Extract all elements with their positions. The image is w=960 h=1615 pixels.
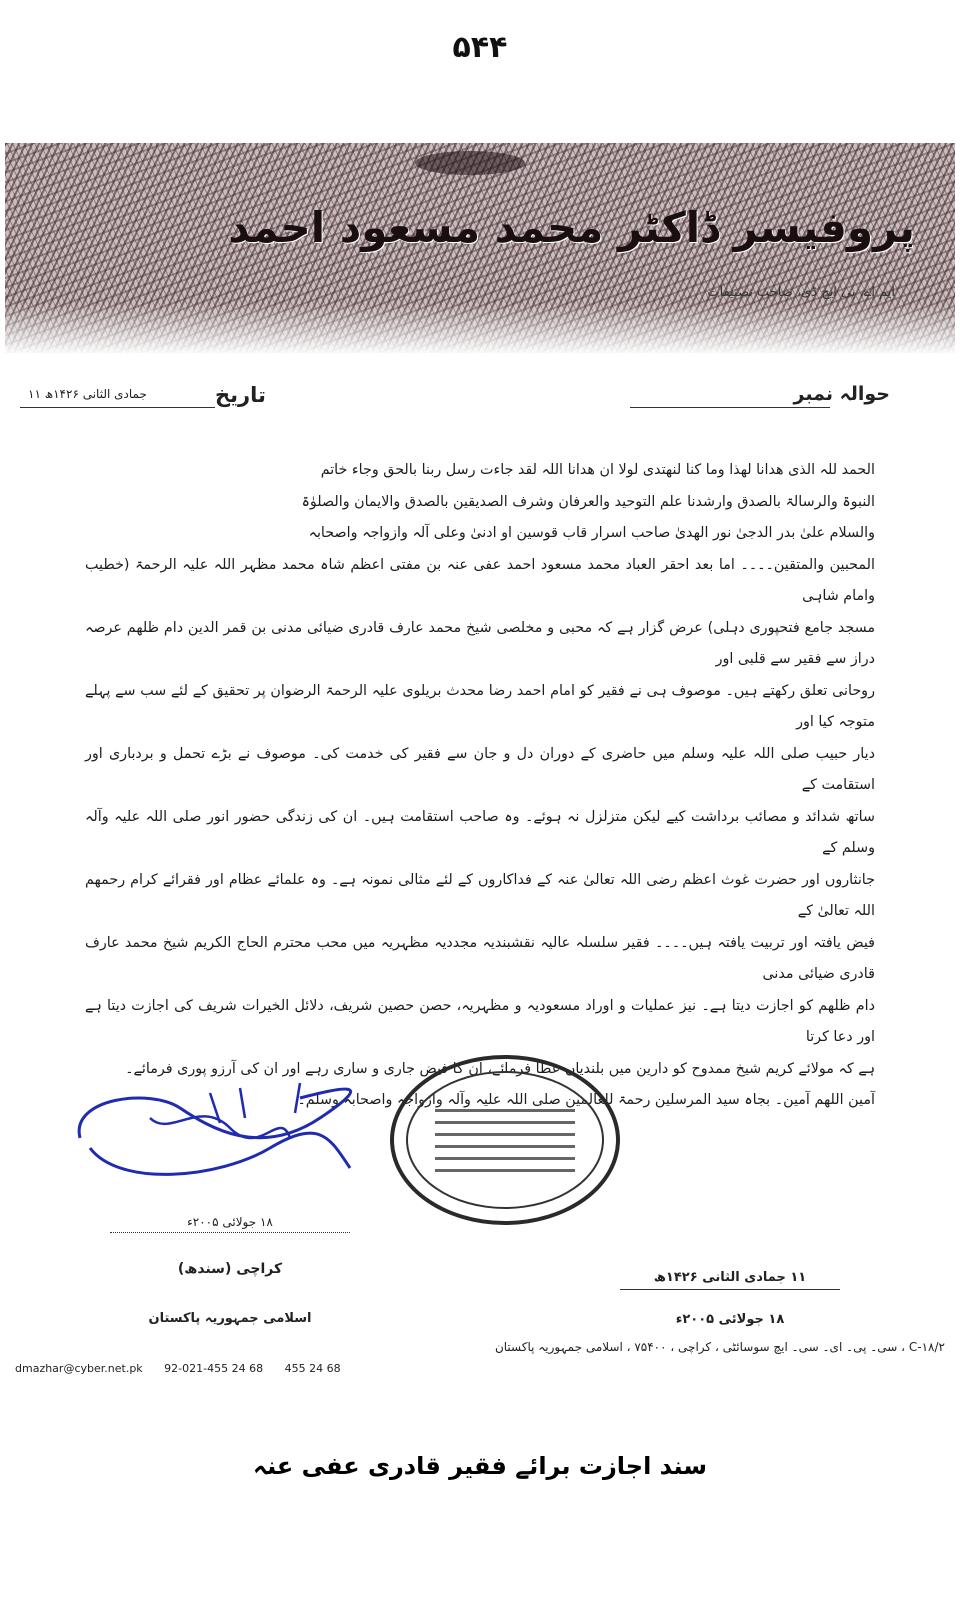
footer-email: dmazhar@cyber.net.pk — [15, 1362, 143, 1375]
body-line: ساتھ شدائد و مصائب برداشت کیے لیکن متزلزل نہ ہوئے۔ وہ صاحب استقامت ہیں۔ ان کی زندگی حضور انور صلی اللہ علیہ وآلہ وسلم کے — [85, 808, 875, 856]
date-value: ۱۱ جمادی الثانی ۱۴۲۶ھ — [28, 387, 147, 401]
body-line: آمین اللھم آمین۔ بجاہ سید المرسلین رحمۃ للعالمین صلی اللہ علیہ وآلہ وازواجہ واصحابہ وسلم۔ — [297, 1092, 875, 1108]
body-line: دیار حبیب صلی اللہ علیہ وسلم میں حاضری کے دوران دل و جان سے فقیر کی خدمت کی۔ موصوف نے بڑے تحمل و بردباری اور استقامت کے — [85, 745, 875, 793]
body-line: مسجد جامع فتحپوری دہلی) عرض گزار ہے کہ محبی و مخلصی شیخ محمد عارف قادری ضیائی مدنی بن قمر الدین دام ظلھم عرصہ دراز سے فقیر سے قلبی اور — [85, 619, 875, 667]
calligraphy-emblem-icon — [415, 151, 525, 175]
date-line — [20, 407, 215, 408]
body-line: النبوۃ والرسالۃ بالصدق وارشدنا علم التوحید والعرفان وشرف الصدیقین بالصدق والایمان والصلوٰۃ — [301, 493, 875, 510]
reference-row — [0, 383, 960, 423]
footer-fax: 455 24 68 — [284, 1362, 341, 1375]
letterhead-name: پروفیسر ڈاکٹر محمد مسعود احمد — [228, 203, 915, 252]
letter-body — [85, 455, 875, 1117]
official-seal — [390, 1055, 620, 1225]
footer-address: ۱۸/۲-C ، سی۔ پی۔ ای۔ سی۔ ایچ سوسائٹی ، کراچی ، ۷۵۴۰۰ ، اسلامی جمہوریہ پاکستان — [494, 1340, 945, 1354]
place-block — [110, 1215, 350, 1326]
handwritten-signature — [60, 1078, 360, 1198]
body-line: روحانی تعلق رکھتے ہیں۔ موصوف ہی نے فقیر کو امام احمد رضا محدث بریلوی علیہ الرحمۃ الرضوان پر تحقیق کے لئے سب سے پہلے متوجہ کیا اور — [85, 682, 875, 730]
document-caption: سند اجازت برائے فقیر قادری عفی عنہ — [253, 1452, 707, 1480]
place-country: اسلامی جمہوریہ پاکستان — [148, 1311, 312, 1326]
signing-date-block — [620, 1270, 840, 1327]
gregorian-date: ۱۸ جولائی ۲۰۰۵ء — [675, 1312, 785, 1327]
hijri-date: ۱۱ جمادی الثانی ۱۴۲۶ھ — [620, 1270, 840, 1290]
place-city: کراچی (سندھ) — [177, 1261, 283, 1277]
body-line: ہے کہ مولائے کریم شیخ ممدوح کو دارین میں بلندیاں عطا فرمائے، ان کا فیض جاری و ساری رہے اور ان کی آرزو پوری فرمائے۔ — [125, 1060, 875, 1077]
body-line: الحمد للہ الذی ھدانا لھذا وما کنا لنھتدی لولا ان ھدانا اللہ لقد جاءت رسل ربنا بالحق وجاء خاتم — [320, 462, 875, 478]
body-line: المحبین والمتقین۔۔۔۔ اما بعد احقر العباد محمد مسعود احمد عفی عنہ بن مفتی اعظم شاہ محمد مظہر اللہ علیہ الرحمۃ (خطیب وامام شاہی — [85, 556, 875, 604]
body-line: جانثاروں اور حضرت غوث اعظم رضی اللہ تعالیٰ عنہ کے فداکاروں کے لئے مثالی نمونہ ہے۔ وہ علمائے عظام اور فقرائے کرام رحمھم اللہ تعالیٰ کے — [85, 871, 875, 919]
letterhead-subtitle: ایم اے، پی ایچ ڈی، صاحب تصنیفات — [707, 285, 895, 300]
body-line: فیض یافتہ اور تربیت یافتہ ہیں۔۔۔۔ فقیر سلسلہ عالیہ نقشبندیہ مجددیہ مظہریہ میں محب محترم الحاج الکریم شیخ محمد عارف قادری ضیائی مدنی — [85, 934, 875, 982]
body-line: والسلام علیٰ بدر الدجیٰ نور الھدیٰ صاحب اسرار قاب قوسین او ادنیٰ وعلی آلہ وازواجہ واصحابہ — [308, 525, 875, 541]
reference-line — [630, 407, 830, 408]
place-date: ۱۸ جولائی ۲۰۰۵ء — [110, 1215, 350, 1233]
reference-label: حوالہ نمبر — [793, 383, 890, 405]
page-number: ۵۴۴ — [452, 30, 508, 65]
date-label: تاریخ — [215, 383, 266, 407]
footer-contact — [15, 1362, 945, 1375]
letterhead — [5, 143, 955, 353]
footer-phone: 92-021-455 24 68 — [164, 1362, 264, 1375]
body-line: دام ظلھم کو اجازت دیتا ہے۔ نیز عملیات و اوراد مسعودیہ و مظہریہ، حصن حصین شریف، دلائل الخیرات شریف کی اجازت دیتا ہے اور دعا کرتا — [85, 997, 875, 1045]
